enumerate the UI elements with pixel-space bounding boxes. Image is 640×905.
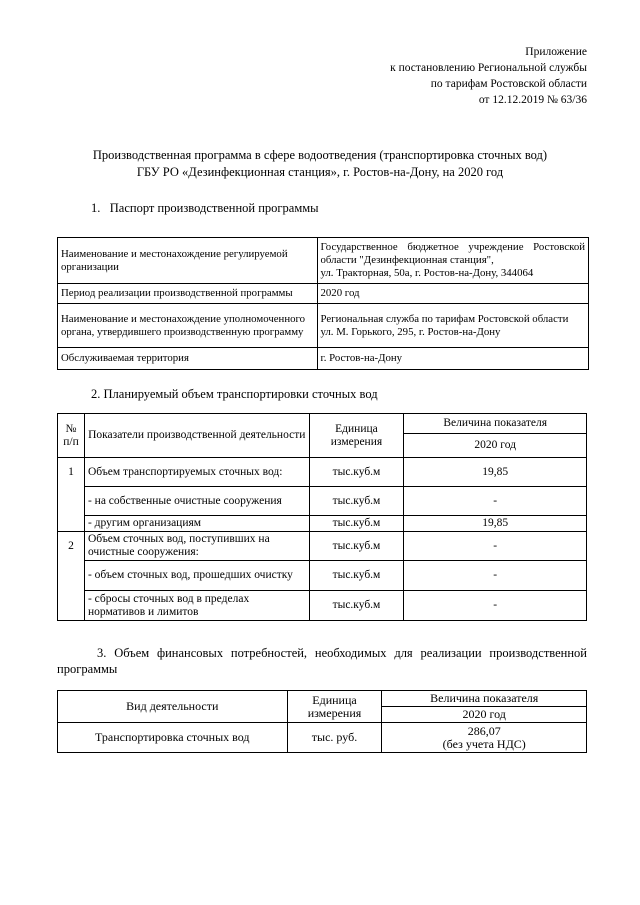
row-unit: тыс.куб.м	[309, 561, 404, 591]
row-num	[58, 591, 85, 621]
row-num	[58, 516, 85, 532]
passport-table	[57, 237, 589, 370]
row-value: -	[404, 487, 587, 516]
header-activity: Вид деятельности	[58, 691, 288, 723]
header-value: Величина показателя	[404, 414, 587, 434]
row-value: 19,85	[404, 516, 587, 532]
passport-value: Государственное бюджетное учреждение Ростовской области "Дезинфекционная станция", ул. Тракторная, 50а, г. Ростов-на-Дону, 344064	[317, 238, 589, 284]
row-unit: тыс.куб.м	[309, 591, 404, 621]
appendix-line-2: к постановлению Региональной службы	[390, 62, 587, 74]
row-value	[382, 723, 587, 753]
header-unit: Единица измерения	[309, 414, 404, 458]
passport-value: 2020 год	[317, 284, 589, 304]
row-num	[58, 487, 85, 516]
passport-label: Наименование и местонахождение уполномоченного органа, утвердившего производственную программу	[58, 304, 318, 348]
passport-label: Обслуживаемая территория	[58, 348, 318, 370]
table-row	[58, 284, 589, 304]
row-value: 19,85	[404, 458, 587, 487]
section-1-heading	[91, 200, 319, 216]
appendix-block	[390, 44, 587, 108]
section-1-title: Паспорт производственной программы	[109, 201, 319, 215]
table-header-row	[58, 691, 587, 707]
row-name: Объем транспортируемых сточных вод:	[84, 458, 309, 487]
row-value: -	[404, 591, 587, 621]
passport-value: Региональная служба по тарифам Ростовской области ул. М. Горького, 295, г. Ростов-на-Дону	[317, 304, 589, 348]
row-num	[58, 561, 85, 591]
title-line-1: Производственная программа в сфере водоотведения (транспортировка сточных вод)	[92, 148, 548, 162]
appendix-line-3: по тарифам Ростовской области	[430, 78, 587, 90]
header-value: Величина показателя	[382, 691, 587, 707]
row-name: - сбросы сточных вод в пределах нормативов и лимитов	[84, 591, 309, 621]
volume-table	[57, 413, 587, 621]
row-name: - другим организациям	[84, 516, 309, 532]
table-row	[58, 591, 587, 621]
header-year: 2020 год	[404, 434, 587, 458]
row-unit: тыс.куб.м	[309, 532, 404, 561]
title-line-2: ГБУ РО «Дезинфекционная станция», г. Ростов-на-Дону, на 2020 год	[136, 165, 504, 179]
row-unit: тыс.куб.м	[309, 516, 404, 532]
row-value: -	[404, 532, 587, 561]
document-title	[0, 147, 640, 181]
table-row	[58, 238, 589, 284]
row-value: -	[404, 561, 587, 591]
row-unit: тыс.куб.м	[309, 458, 404, 487]
table-row	[58, 561, 587, 591]
header-year: 2020 год	[382, 707, 587, 723]
table-row	[58, 304, 589, 348]
row-unit: тыс. руб.	[287, 723, 382, 753]
table-row	[58, 723, 587, 753]
table-row	[58, 487, 587, 516]
row-activity: Транспортировка сточных вод	[58, 723, 288, 753]
header-num: № п/п	[58, 414, 85, 458]
row-num: 1	[58, 458, 85, 487]
row-unit: тыс.куб.м	[309, 487, 404, 516]
passport-value: г. Ростов-на-Дону	[317, 348, 589, 370]
appendix-line-1: Приложение	[525, 46, 587, 58]
appendix-line-4: от 12.12.2019 № 63/36	[478, 94, 587, 106]
row-name: - объем сточных вод, прошедших очистку	[84, 561, 309, 591]
row-value-note: (без учета НДС)	[442, 736, 526, 751]
header-unit: Единица измерения	[287, 691, 382, 723]
table-row	[58, 348, 589, 370]
row-num: 2	[58, 532, 85, 561]
row-name: Объем сточных вод, поступивших на очистные сооружения:	[84, 532, 309, 561]
row-name: - на собственные очистные сооружения	[84, 487, 309, 516]
header-indicator: Показатели производственной деятельности	[84, 414, 309, 458]
section-3-heading: 3. Объем финансовых потребностей, необходимых для реализации производственной программы	[57, 646, 587, 676]
section-2-heading: 2. Планируемый объем транспортировки сточных вод	[91, 387, 378, 401]
table-row	[58, 458, 587, 487]
passport-label: Наименование и местонахождение регулируемой организации	[58, 238, 318, 284]
row-value-number: 286,07	[467, 723, 501, 738]
passport-label: Период реализации производственной программы	[58, 284, 318, 304]
section-1-number: 1.	[91, 201, 101, 215]
table-row	[58, 532, 587, 561]
table-header-row	[58, 414, 587, 434]
table-row	[58, 516, 587, 532]
finance-table	[57, 690, 587, 753]
